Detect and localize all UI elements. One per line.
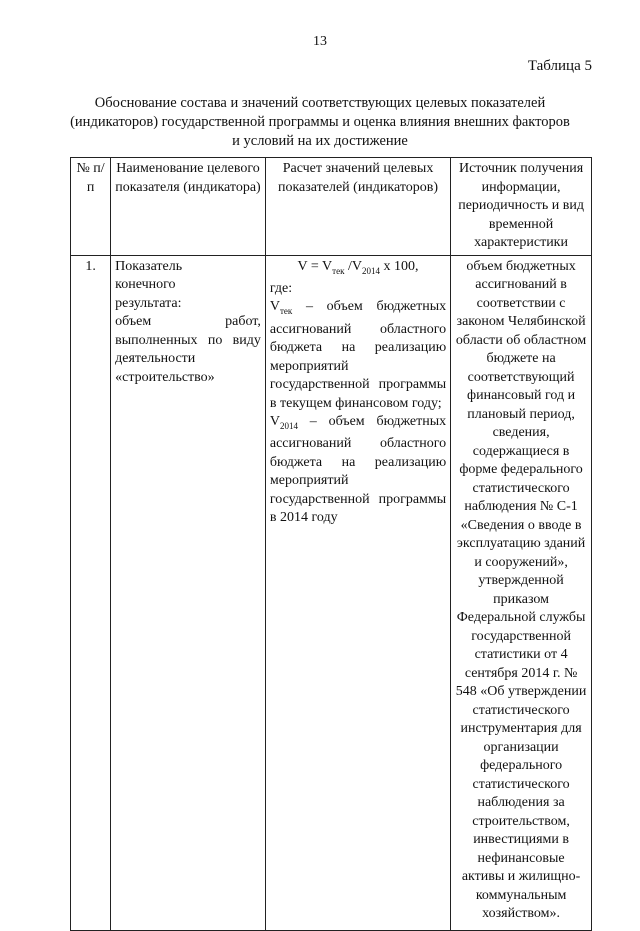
header-name: Наименование целевого показателя (индикатора): [111, 158, 266, 256]
row-name-line2: объем работ, выполненных по виду деятельности «строительство»: [115, 314, 261, 385]
document-title: Обоснование состава и значений соответствующих целевых показателей (индикаторов) государственной программы и оценка влияния внешних факторов и условий на их достижение: [70, 95, 570, 149]
row-source: объем бюджетных ассигнований в соответствии с законом Челябинской области об областном бюджете на соответствующий финансовый год и плановый период, сведения, содержащиеся в форме федерального статистического наблюдения № С-1 «Сведения о вводе в эксплуатацию зданий и сооружений», утвержденной приказом Федеральной службы государственной статистики от 4 сентября 2014 г. № 548 «Об утверждении статистического инструментария для организации федерального статистического наблюдения за строительством, инвестициями в нефинансовые активы и жилищно-коммунальным хозяйством».: [451, 255, 592, 930]
row-num: 1.: [71, 255, 111, 930]
def2-symbol: V: [269, 414, 280, 430]
table-header-row: [71, 158, 592, 256]
formula-sub1: тек: [332, 265, 345, 276]
formula-mid: /V: [344, 258, 362, 274]
header-source: Источник получения информации, периодичность и вид временной характеристики: [451, 158, 592, 256]
definition-2: [270, 413, 446, 528]
formula: [270, 258, 446, 280]
page-number: 13: [313, 34, 327, 49]
where-label: где:: [269, 280, 293, 296]
row-name-line1: Показатель конечного результата:: [115, 258, 183, 311]
header-calc: Расчет значений целевых показателей (индикаторов): [265, 158, 450, 256]
table-row: [71, 255, 592, 930]
table-label: Таблица 5: [527, 58, 592, 74]
def1-sub: тек: [280, 306, 293, 317]
row-name-cell: [111, 255, 266, 930]
def1-text: – объем бюджетных ассигнований областного бюджета на реализацию мероприятий государственной программы в текущем финансовом году;: [269, 299, 447, 411]
def2-text: – объем бюджетных ассигнований областного бюджета на реализацию мероприятий государственной программы в 2014 году: [269, 414, 447, 526]
def1-symbol: V: [269, 299, 280, 315]
formula-prefix: V = V: [297, 258, 333, 274]
header-num: № п/п: [71, 158, 111, 256]
formula-suffix: x 100,: [379, 258, 419, 274]
formula-sub2: 2014: [361, 265, 380, 276]
definition-1: [270, 298, 446, 413]
row-calc-cell: [265, 255, 450, 930]
indicators-table: [70, 157, 592, 931]
def2-sub: 2014: [280, 420, 298, 431]
